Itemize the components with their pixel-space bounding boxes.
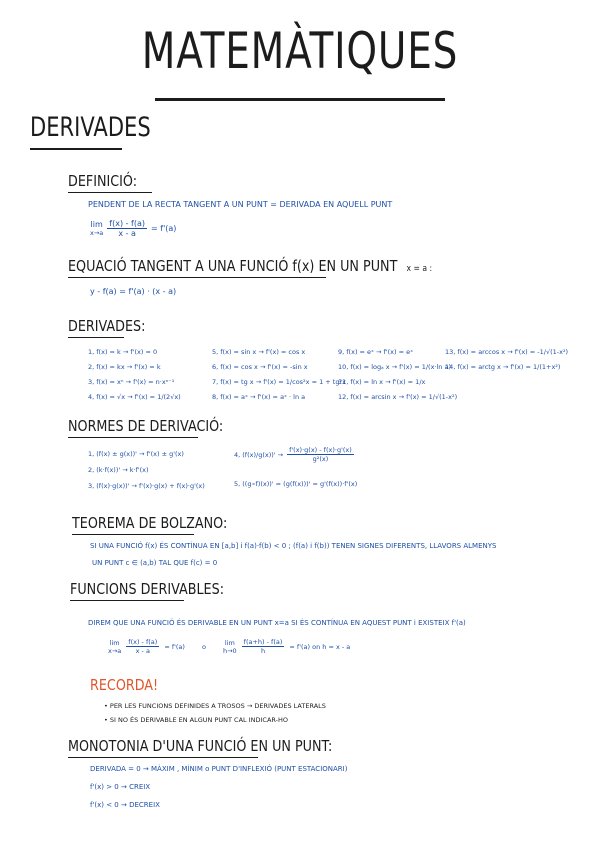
derivada-12: 12, f(x) = arcsin x → f'(x) = 1/√(1-x²): [338, 393, 458, 401]
derivada-14: 14, f(x) = arctg x → f'(x) = 1/(1+x²): [445, 363, 561, 371]
monotonia-underline: [68, 757, 258, 758]
section-title: DERIVADES: [30, 112, 151, 143]
funcions-fraction-2: [242, 638, 285, 655]
definicio-heading: DEFINICIÓ:: [68, 172, 138, 190]
title-underline: [155, 98, 445, 101]
limit-operator-1: [108, 639, 121, 655]
derivada-10: 10, f(x) = logₐ x → f'(x) = 1/(x·ln a): [338, 363, 451, 371]
limit-result: = f'(a): [151, 224, 177, 233]
or-text: o: [201, 642, 206, 651]
derivada-9: 9, f(x) = eˣ → f'(x) = eˣ: [338, 348, 413, 356]
tangent-heading-text: EQUACIÓ TANGENT A UNA FUNCIÓ f(x) EN UN PUNT: [68, 257, 398, 275]
section-underline: [30, 148, 122, 150]
norma-5: 5, ((g∘f)(x))' = (g(f(x)))' = g'(f(x))·f'(x): [234, 480, 358, 488]
bolzano-heading: TEOREMA DE BOLZANO:: [72, 514, 228, 532]
tangent-heading: [68, 257, 432, 275]
funcions-underline: [70, 600, 184, 601]
fraction-2-numerator: f(a+h) - f(a): [243, 638, 283, 646]
derivada-8: 8, f(x) = aˣ → f'(x) = aˣ · ln a: [212, 393, 306, 401]
fraction-2-denominator: h: [260, 647, 266, 655]
tangent-underline: [68, 277, 326, 278]
limit-operator-2: [223, 639, 237, 655]
lim-subscript-2: h→0: [222, 646, 237, 655]
normes-heading: NORMES DE DERIVACIÓ:: [68, 417, 224, 435]
funcions-text: DIREM QUE UNA FUNCIÓ ÉS DERIVABLE EN UN PUNT x=a SI ÉS CONTÍNUA EN AQUEST PUNT i EXISTEIX f'(a): [88, 619, 466, 627]
derivada-1: 1, f(x) = k → f'(x) = 0: [88, 348, 158, 356]
definicio-fraction: [107, 219, 147, 238]
normes-underline: [68, 437, 198, 438]
norma-4-numerator: f'(x)·g(x) - f(x)·g'(x): [289, 446, 352, 454]
funcions-fraction-1: [126, 638, 159, 655]
derivada-3: 3, f(x) = xⁿ → f'(x) = n·xⁿ⁻¹: [88, 378, 175, 386]
derivada-13: 13, f(x) = arccos x → f'(x) = -1/√(1-x²): [445, 348, 569, 356]
bolzano-line2: UN PUNT c ∈ (a,b) TAL QUE f(c) = 0: [92, 559, 218, 567]
derivada-5: 5, f(x) = sin x → f'(x) = cos x: [212, 348, 306, 356]
derivades-col2: [212, 345, 346, 405]
lim-text-1: lim: [109, 638, 120, 647]
bolzano-underline: [72, 534, 194, 535]
derivades-col3: [338, 345, 457, 405]
fraction-numerator: f(x) - f(a): [109, 219, 146, 228]
fraction-denominator: x - a: [118, 229, 136, 238]
definicio-limit: [90, 219, 176, 238]
derivades-col4: [445, 345, 568, 375]
norma-4: [234, 446, 354, 463]
monotonia-line-3: f'(x) < 0 → DECREIX: [90, 801, 160, 809]
norma-2: 2, (k·f(x))' → k·f'(x): [88, 466, 149, 474]
norma-4-denominator: g²(x): [312, 455, 329, 463]
lim-text: lim: [90, 220, 103, 229]
tangent-formula: y - f(a) = f'(a) · (x - a): [90, 287, 177, 296]
norma-4-fraction: [287, 446, 354, 463]
recorda-item-text: SI NO ÉS DERIVABLE EN ALGUN PUNT CAL INDICAR-HO: [109, 716, 288, 724]
monotonia-line-1: DERIVADA = 0 → MÀXIM , MÍNIM o PUNT D'INFLEXIÓ (PUNT ESTACIONARI): [90, 765, 348, 773]
page-title: MATEMÀTIQUES: [141, 22, 459, 80]
lim-subscript: x→a: [90, 229, 104, 237]
bolzano-line1: SI UNA FUNCIÓ f(x) ÉS CONTÍNUA EN [a,b] i f(a)·f(b) < 0 ; (f(a) i f(b)) TENEN SIGNES DIFERENTS, LLAVORS ALMENYS: [90, 542, 497, 550]
recorda-item-text: PER LES FUNCIONS DEFINIDES A TROSOS → DERIVADES LATERALS: [109, 702, 326, 710]
fraction-1-numerator: f(x) - f(a): [128, 638, 158, 646]
derivada-2: 2, f(x) = kx → f'(x) = k: [88, 363, 161, 371]
monotonia-lines: [90, 760, 347, 814]
funcions-limits: [108, 638, 350, 655]
derivada-6: 6, f(x) = cos x → f'(x) = -sin x: [212, 363, 308, 371]
derivada-7: 7, f(x) = tg x → f'(x) = 1/cos²x = 1 + tg²x: [212, 378, 346, 386]
lim-text-2: lim: [224, 638, 235, 647]
limit-1-result: = f'(a): [164, 642, 185, 651]
definicio-text: PENDENT DE LA RECTA TANGENT A UN PUNT = DERIVADA EN AQUELL PUNT: [88, 200, 393, 209]
bullet-icon: •: [104, 702, 110, 710]
norma-4-label: 4, (f(x)/g(x))' →: [234, 450, 284, 459]
derivada-4: 4, f(x) = √x → f'(x) = 1/(2√x): [88, 393, 181, 401]
norma-1: 1, (f(x) ± g(x))' → f'(x) ± g'(x): [88, 450, 184, 458]
derivades-underline: [68, 337, 124, 338]
limit-2-result: = f'(a) on h = x - a: [289, 642, 351, 651]
derivada-11: 11, f(x) = ln x → f'(x) = 1/x: [338, 378, 426, 386]
recorda-item: [104, 713, 326, 727]
bullet-icon: •: [104, 716, 110, 724]
recorda-heading: RECORDA!: [90, 676, 159, 694]
fraction-1-denominator: x - a: [135, 647, 150, 655]
normes-left: [88, 446, 205, 494]
recorda-item: [104, 699, 326, 713]
lim-subscript-1: x→a: [108, 646, 122, 655]
derivades-heading: DERIVADES:: [68, 317, 146, 335]
tangent-point: x = a :: [406, 264, 433, 274]
definicio-underline: [68, 192, 152, 193]
recorda-list: [104, 699, 326, 727]
limit-operator: [90, 220, 103, 237]
norma-3: 3, (f(x)·g(x))' → f'(x)·g(x) + f(x)·g'(x): [88, 482, 205, 490]
funcions-heading: FUNCIONS DERIVABLES:: [70, 580, 225, 598]
monotonia-heading: MONOTONIA D'UNA FUNCIÓ EN UN PUNT:: [68, 737, 333, 755]
monotonia-line-2: f'(x) > 0 → CREIX: [90, 783, 151, 791]
derivades-col1: [88, 345, 181, 405]
